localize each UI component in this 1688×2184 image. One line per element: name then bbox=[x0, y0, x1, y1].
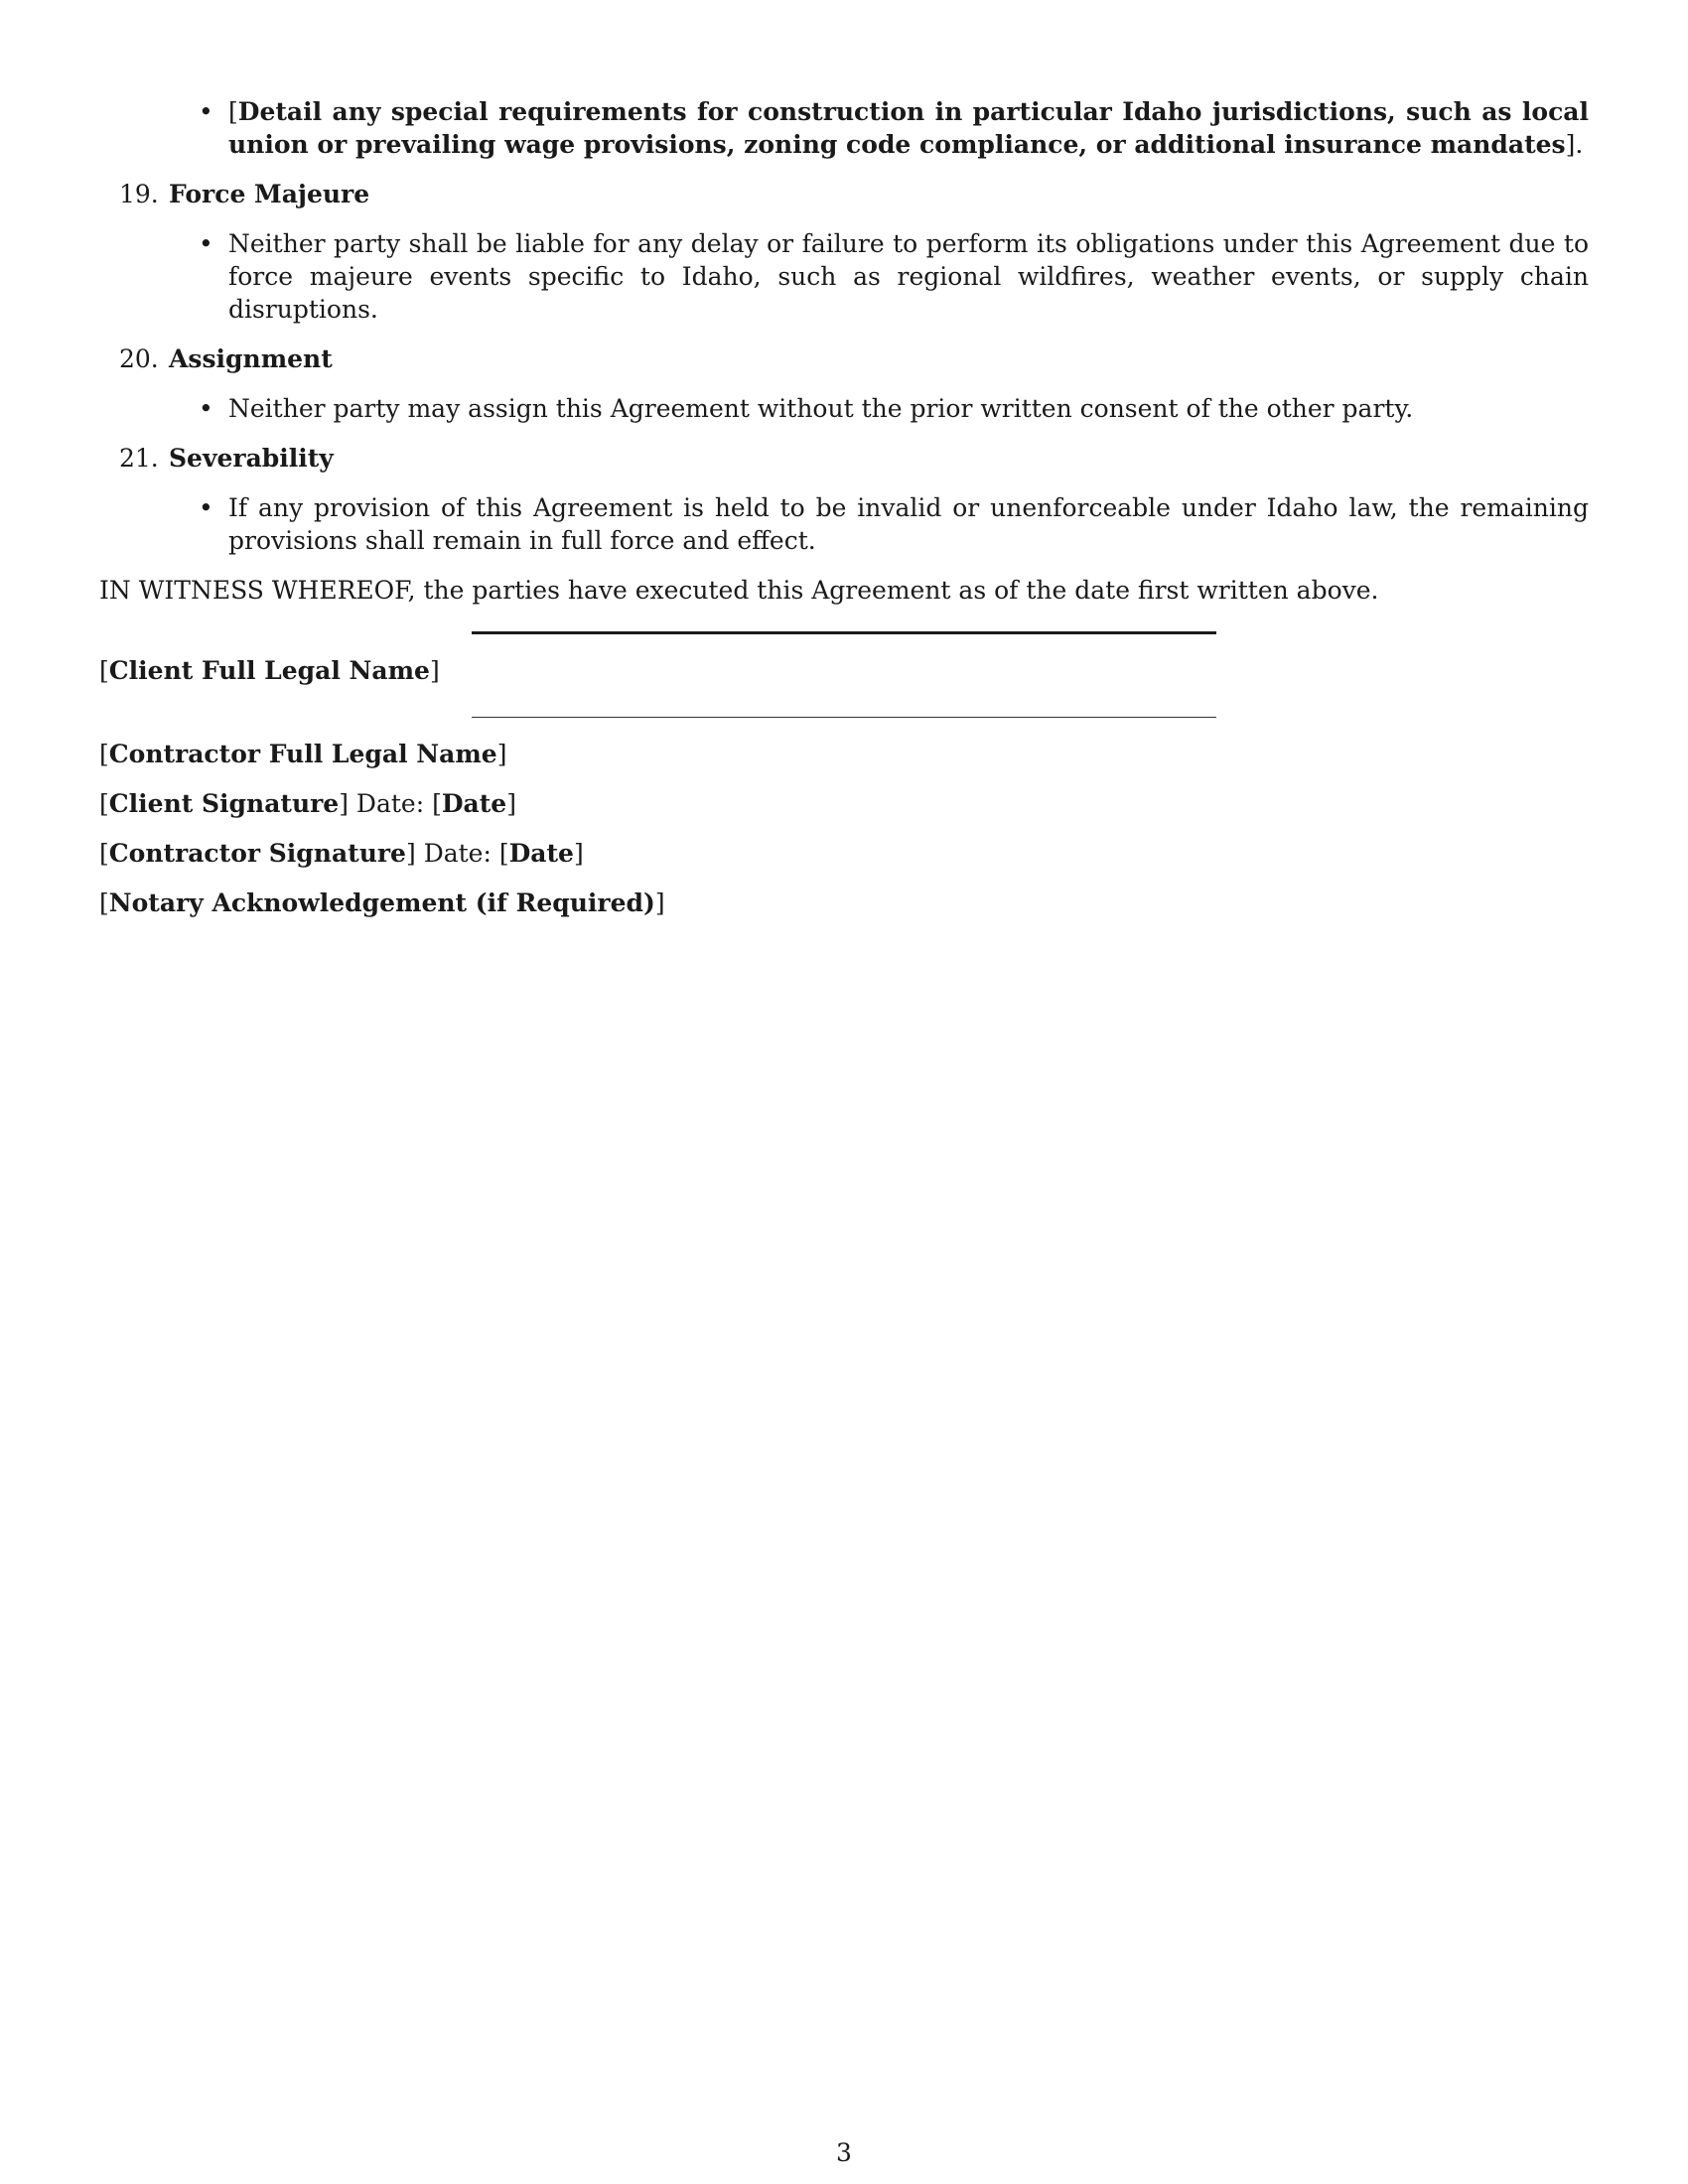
section-number: 21. bbox=[119, 444, 159, 473]
page-number: 3 bbox=[836, 2138, 852, 2167]
client-name-placeholder: Client Full Legal Name bbox=[108, 656, 430, 685]
client-signature-placeholder: Client Signature bbox=[108, 789, 340, 818]
section-heading-severability bbox=[99, 442, 1589, 475]
section-number: 19. bbox=[119, 180, 159, 208]
bullet-marker: • bbox=[199, 493, 213, 522]
contractor-name-placeholder: Contractor Full Legal Name bbox=[108, 740, 497, 768]
severability-item bbox=[99, 491, 1589, 557]
contractor-signature-row: [Contractor Signature] Date: [Date] bbox=[99, 839, 584, 868]
special-requirements-item bbox=[99, 95, 1589, 161]
section-title: Severability bbox=[169, 444, 334, 473]
notary-placeholder: Notary Acknowledgement (if Required) bbox=[108, 888, 655, 917]
section-heading-assignment bbox=[99, 342, 1589, 375]
section-title: Assignment bbox=[169, 344, 333, 373]
bullet-marker: • bbox=[199, 229, 213, 258]
date-placeholder: Date bbox=[441, 789, 507, 818]
contractor-name-row: [Contractor Full Legal Name] bbox=[99, 740, 507, 768]
force-majeure-text: Neither party shall be liable for any delay or failure to perform its obligations under this Agreement due to force majeure events specific to Idaho, such as regional wildfires, weather events, or supply chain disruptions. bbox=[228, 229, 1589, 324]
document-body bbox=[99, 95, 1589, 919]
client-signature-row: [Client Signature] Date: [Date] bbox=[99, 789, 516, 818]
special-requirements-text: Detail any special requirements for construction in particular Idaho jurisdictions, such as local union or prevailing wage provisions, zoning code compliance, or additional insurance mandates bbox=[228, 97, 1589, 159]
section-number: 20. bbox=[119, 344, 159, 373]
bullet-marker: • bbox=[199, 394, 213, 423]
bullet-marker: • bbox=[199, 97, 213, 126]
notary-row: [Notary Acknowledgement (if Required)] bbox=[99, 888, 665, 917]
date-label: Date: bbox=[355, 789, 425, 818]
client-name-row: [Client Full Legal Name] bbox=[99, 656, 440, 685]
bracket-open: [ bbox=[228, 97, 238, 126]
date-placeholder: Date bbox=[508, 839, 574, 868]
date-label: Date: bbox=[423, 839, 492, 868]
section-title: Force Majeure bbox=[169, 180, 370, 208]
force-majeure-item bbox=[99, 227, 1589, 326]
severability-text: If any provision of this Agreement is held to be invalid or unenforceable under Idaho law, the remaining provisions shall remain in full force and effect. bbox=[228, 493, 1589, 555]
contractor-signature-placeholder: Contractor Signature bbox=[108, 839, 406, 868]
witness-clause: IN WITNESS WHEREOF, the parties have executed this Agreement as of the date first written above. bbox=[99, 576, 1379, 605]
section-heading-force-majeure bbox=[99, 178, 1589, 210]
bracket-close: ]. bbox=[1565, 130, 1584, 159]
assignment-text: Neither party may assign this Agreement without the prior written consent of the other party. bbox=[228, 394, 1414, 423]
assignment-item bbox=[99, 392, 1589, 425]
